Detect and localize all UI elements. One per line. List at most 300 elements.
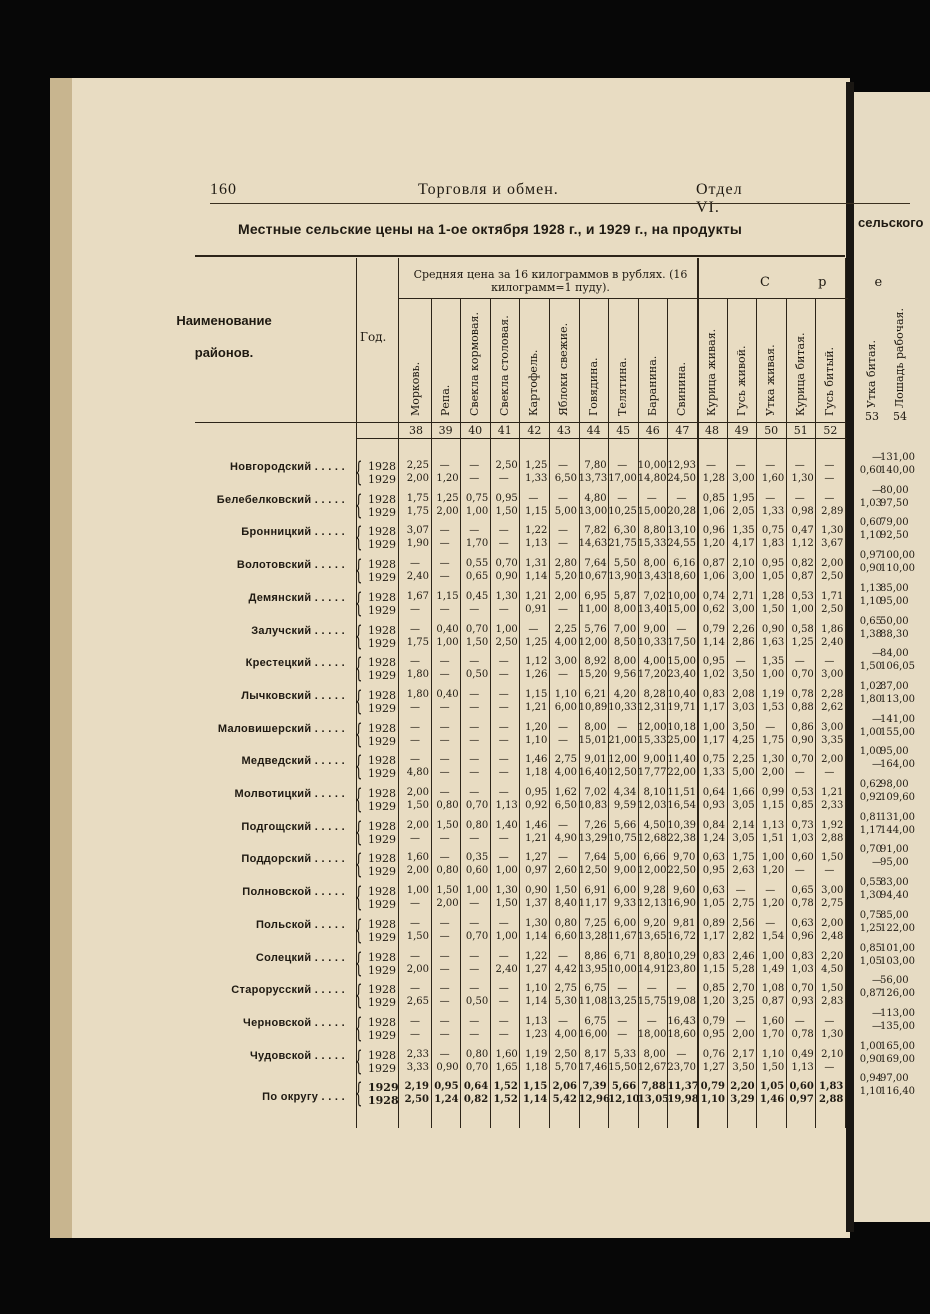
year-label: 1929 xyxy=(368,898,396,912)
price-cell: — xyxy=(735,460,746,471)
price-cell: 1,60 xyxy=(761,1015,785,1027)
district-name: Подгощский . . . . . xyxy=(241,820,345,833)
price-cell: 0,92 xyxy=(525,800,548,811)
price-cell: 1,13 xyxy=(791,1061,814,1073)
price-cell: 0,79 xyxy=(700,1081,725,1093)
price-cell: 0,78 xyxy=(791,688,814,700)
price-cell: 0,50 xyxy=(465,669,489,681)
price-cell: 5,00 xyxy=(554,505,577,517)
price-cell: 9,00 xyxy=(613,865,637,877)
price-cell: 9,60 xyxy=(673,885,696,897)
price-cell: — xyxy=(498,950,509,962)
next-page-cell: 1,03 xyxy=(859,497,882,509)
next-page-cell: — xyxy=(872,648,882,660)
book-spine xyxy=(846,82,854,1232)
price-cell: 3,25 xyxy=(732,996,755,1008)
price-cell: 2,75 xyxy=(554,983,577,995)
price-cell: 2,08 xyxy=(732,688,755,700)
district-name: Черновской . . . . . xyxy=(243,1016,345,1029)
price-cell: 1,62 xyxy=(554,787,577,798)
price-cell: 1,60 xyxy=(495,1048,518,1060)
price-cell: 1,24 xyxy=(434,1094,459,1106)
price-cell: 1,20 xyxy=(761,898,785,910)
price-cell: 2,17 xyxy=(732,1048,755,1060)
price-cell: 1,13 xyxy=(495,800,518,811)
price-cell: 1,19 xyxy=(761,688,785,700)
price-cell: 2,25 xyxy=(406,460,429,471)
next-page-cell: 80,00 xyxy=(880,484,909,496)
next-page-cell: 50,00 xyxy=(880,615,909,627)
price-cell: 1,30 xyxy=(761,754,785,766)
price-cell: 5,66 xyxy=(613,819,637,831)
price-cell: 6,21 xyxy=(584,688,607,700)
year-label: 1929 xyxy=(368,930,396,944)
column-header xyxy=(787,300,815,418)
price-cell: 12,00 xyxy=(637,721,667,733)
price-cell: 10,18 xyxy=(667,721,697,733)
price-cell: 1,05 xyxy=(761,571,785,583)
price-cell: 0,90 xyxy=(761,623,785,635)
price-cell: 1,00 xyxy=(465,885,489,897)
next-page-cell: 0,90 xyxy=(859,1053,882,1065)
price-cell: 0,86 xyxy=(791,721,814,733)
price-cell: 1,27 xyxy=(525,852,548,864)
price-cell: 2,75 xyxy=(821,898,844,910)
price-cell: 23,70 xyxy=(667,1061,697,1073)
price-cell: 1,10 xyxy=(525,983,548,995)
price-cell: 5,00 xyxy=(613,852,637,864)
price-cell: 22,50 xyxy=(667,865,697,877)
price-cell: — xyxy=(824,1015,835,1027)
price-cell: 9,81 xyxy=(673,917,696,929)
price-cell: 13,95 xyxy=(578,963,608,975)
price-cell: — xyxy=(410,603,420,615)
price-cell: 5,76 xyxy=(584,623,607,635)
price-cell: 6,75 xyxy=(584,983,607,995)
price-cell: — xyxy=(617,1015,628,1027)
price-cell: 3,00 xyxy=(821,721,844,733)
price-cell: 2,40 xyxy=(406,571,429,583)
price-cell: — xyxy=(824,460,835,471)
price-cell: 1,25 xyxy=(791,636,814,648)
price-cell: — xyxy=(528,492,539,504)
column-header xyxy=(668,300,696,418)
price-cell: — xyxy=(439,767,450,779)
price-cell: — xyxy=(498,996,509,1008)
price-cell: 1,50 xyxy=(465,636,489,648)
price-cell: 1,08 xyxy=(761,983,785,995)
next-page-cell: 126,00 xyxy=(880,988,915,1000)
next-page-cell: 1,10 xyxy=(859,595,882,607)
next-page-cell: 1,10 xyxy=(859,530,882,542)
price-cell: 1,24 xyxy=(702,832,725,844)
price-cell: — xyxy=(469,983,480,995)
price-cell: 1,25 xyxy=(525,636,548,648)
price-cell: 7,64 xyxy=(584,852,607,864)
column-header xyxy=(402,300,430,418)
price-cell: 0,85 xyxy=(702,492,725,504)
price-group-header: Средняя цена за 16 килограммов в рублях. (16 килограмм=1 пуду). xyxy=(413,268,688,294)
price-cell: 1,92 xyxy=(821,819,844,831)
price-cell: 12,10 xyxy=(608,1094,640,1106)
price-cell: 1,75 xyxy=(406,636,429,648)
price-cell: 0,70 xyxy=(465,1061,489,1073)
price-cell: 10,40 xyxy=(667,688,697,700)
price-cell: 0,78 xyxy=(791,898,814,910)
price-cell: 1,15 xyxy=(525,505,548,517)
price-cell: — xyxy=(794,865,805,877)
price-cell: 0,65 xyxy=(791,885,814,897)
price-cell: 1,50 xyxy=(436,885,459,897)
price-cell: 3,67 xyxy=(821,538,844,550)
price-cell: 0,87 xyxy=(702,558,725,570)
next-page-cell: — xyxy=(872,452,882,463)
price-cell: — xyxy=(558,950,568,962)
year-brace: { xyxy=(354,1045,363,1077)
price-cell: 1,31 xyxy=(525,558,548,570)
price-cell: — xyxy=(558,721,568,733)
price-cell: 1,13 xyxy=(525,538,548,550)
price-cell: 1,17 xyxy=(702,734,725,746)
price-cell: 3,00 xyxy=(821,885,844,897)
next-page-cell: 122,00 xyxy=(880,922,915,934)
price-cell: — xyxy=(439,963,450,975)
price-cell: 2,33 xyxy=(821,800,844,811)
price-cell: 1,10 xyxy=(554,688,577,700)
price-cell: 6,60 xyxy=(554,930,577,942)
price-cell: 0,80 xyxy=(465,1048,489,1060)
price-cell: 12,96 xyxy=(578,1094,610,1106)
price-cell: — xyxy=(410,983,420,995)
price-cell: 1,49 xyxy=(761,963,785,975)
price-cell: 1,35 xyxy=(732,525,755,537)
price-cell: 0,95 xyxy=(434,1081,459,1093)
price-cell: 13,90 xyxy=(608,571,637,583)
price-cell: 1,65 xyxy=(495,1061,518,1073)
column-header-label: Телятина. xyxy=(616,357,630,416)
price-cell: 2,00 xyxy=(406,963,429,975)
year-brace: { xyxy=(354,816,363,848)
next-page-cell: 85,00 xyxy=(880,909,909,921)
price-cell: 12,67 xyxy=(637,1061,667,1073)
column-header-label: Свекла кормовая. xyxy=(468,312,482,416)
price-cell: — xyxy=(528,623,539,635)
district-name: Белебелковский . . . . . xyxy=(216,493,345,506)
price-cell: 0,91 xyxy=(525,603,548,615)
price-cell: 0,70 xyxy=(791,669,814,681)
year-label: 1929 xyxy=(368,1081,399,1095)
price-cell: 0,73 xyxy=(791,819,814,831)
next-page-column-label: Лошадь рабочая. xyxy=(893,308,906,408)
next-page-cell: 97,50 xyxy=(880,497,909,509)
price-cell: — xyxy=(824,1061,835,1073)
price-cell: 0,50 xyxy=(465,996,489,1008)
price-cell: — xyxy=(676,983,687,995)
price-cell: 5,70 xyxy=(554,1061,577,1073)
price-cell: 2,25 xyxy=(732,754,755,766)
price-cell: 0,98 xyxy=(791,505,814,517)
price-cell: 2,71 xyxy=(732,590,755,602)
next-page-cell: 113,00 xyxy=(880,1007,915,1019)
price-cell: 1,50 xyxy=(761,603,785,615)
next-page-cell: 109,60 xyxy=(880,792,915,803)
price-cell: — xyxy=(410,950,420,962)
next-page-cell: 135,00 xyxy=(880,1020,915,1032)
price-cell: — xyxy=(469,917,480,929)
price-cell: 2,60 xyxy=(554,865,577,877)
price-cell: — xyxy=(676,492,687,504)
price-cell: 1,00 xyxy=(761,669,785,681)
price-cell: 0,82 xyxy=(791,558,814,570)
price-cell: 4,00 xyxy=(554,767,577,779)
price-cell: — xyxy=(439,669,450,681)
price-cell: 17,46 xyxy=(578,1061,608,1073)
year-brace: { xyxy=(354,784,363,815)
price-cell: — xyxy=(498,473,509,484)
price-cell: 8,50 xyxy=(613,636,637,648)
price-cell: 2,00 xyxy=(436,898,459,910)
column-header xyxy=(639,300,667,418)
column-number: 51 xyxy=(793,424,808,437)
price-cell: 0,75 xyxy=(761,525,785,537)
price-cell: 7,64 xyxy=(584,558,607,570)
price-cell: 0,84 xyxy=(702,819,725,831)
price-cell: — xyxy=(824,492,835,504)
group-header-rule xyxy=(398,298,848,299)
price-cell: 8,00 xyxy=(613,603,637,615)
price-cell: 11,67 xyxy=(608,930,637,942)
price-cell: 1,75 xyxy=(406,505,429,517)
price-cell: 3,07 xyxy=(406,525,429,537)
next-page-cell: — xyxy=(872,1020,882,1032)
price-cell: 7,26 xyxy=(584,819,607,831)
price-cell: 2,88 xyxy=(819,1094,844,1106)
next-page-cell: 101,00 xyxy=(880,942,915,954)
price-cell: 2,83 xyxy=(821,996,844,1008)
price-cell: 0,80 xyxy=(465,819,489,831)
price-cell: 10,67 xyxy=(578,571,608,583)
price-cell: 1,14 xyxy=(525,571,548,583)
price-cell: 17,50 xyxy=(667,636,697,648)
price-cell: 21,75 xyxy=(608,538,637,550)
price-cell: 1,27 xyxy=(525,963,548,975)
price-cell: 2,40 xyxy=(495,963,518,975)
price-cell: 1,28 xyxy=(702,473,725,484)
price-cell: 15,20 xyxy=(578,669,608,681)
price-cell: — xyxy=(824,473,835,484)
next-page-cell: 1,25 xyxy=(859,922,882,934)
price-cell: 12,93 xyxy=(667,460,697,471)
section-label: Отдел VI. xyxy=(696,181,743,216)
price-cell: — xyxy=(794,1015,805,1027)
district-name: Волотовский . . . . . xyxy=(236,559,345,572)
price-cell: 2,40 xyxy=(821,636,844,648)
price-cell: 2,00 xyxy=(436,505,459,517)
year-brace: { xyxy=(354,587,363,619)
next-page-cell: 1,17 xyxy=(859,824,882,836)
price-cell: — xyxy=(617,492,628,504)
price-cell: 1,14 xyxy=(525,930,548,942)
price-cell: 0,85 xyxy=(702,983,725,995)
price-cell: 1,50 xyxy=(406,930,429,942)
year-brace: { xyxy=(354,947,363,979)
price-cell: 2,50 xyxy=(495,460,518,471)
price-cell: 1,30 xyxy=(495,590,518,602)
price-cell: — xyxy=(676,1048,687,1060)
price-cell: 1,46 xyxy=(525,754,548,766)
price-cell: 3,00 xyxy=(732,571,755,583)
price-cell: — xyxy=(735,656,746,668)
price-cell: 8,00 xyxy=(643,1048,666,1060)
price-cell: 1,00 xyxy=(465,505,489,517)
year-label: 1928 xyxy=(368,754,396,768)
next-page-column-header xyxy=(886,300,914,410)
price-cell: 10,00 xyxy=(667,590,697,602)
price-cell: — xyxy=(794,460,805,471)
price-cell: — xyxy=(410,917,420,929)
price-cell: — xyxy=(439,525,450,537)
column-header-label: Свинина. xyxy=(675,362,689,416)
price-cell: 1,52 xyxy=(493,1094,518,1106)
price-cell: 0,95 xyxy=(702,656,725,668)
price-cell: 24,50 xyxy=(667,473,697,484)
price-cell: 1,63 xyxy=(761,636,785,648)
price-cell: 1,03 xyxy=(791,832,814,844)
price-cell: 3,00 xyxy=(821,669,844,681)
price-cell: — xyxy=(469,787,480,798)
price-cell: 12,00 xyxy=(608,754,637,766)
price-cell: — xyxy=(824,767,835,779)
price-cell: 1,33 xyxy=(761,505,785,517)
price-cell: 2,00 xyxy=(406,787,429,798)
column-header xyxy=(698,300,726,418)
next-page-cell: 0,70 xyxy=(859,844,882,856)
column-divider xyxy=(845,258,846,1128)
price-cell: — xyxy=(469,701,480,713)
price-cell: — xyxy=(498,754,509,766)
price-cell: 1,10 xyxy=(700,1094,725,1106)
year-brace: { xyxy=(354,914,363,946)
price-cell: 2,56 xyxy=(732,917,755,929)
price-cell: 2,50 xyxy=(821,603,844,615)
price-cell: 1,05 xyxy=(759,1081,785,1093)
price-cell: 0,85 xyxy=(791,800,814,811)
column-number: 41 xyxy=(497,424,512,437)
price-cell: 8,00 xyxy=(643,558,666,570)
price-cell: 1,50 xyxy=(821,852,844,864)
next-page-cell: — xyxy=(872,975,882,987)
year-label: 1928 xyxy=(368,852,396,866)
price-cell: 7,88 xyxy=(641,1081,666,1093)
price-cell: — xyxy=(765,721,776,733)
price-cell: 0,99 xyxy=(761,787,785,798)
price-cell: — xyxy=(410,623,420,635)
price-cell: — xyxy=(558,525,568,537)
price-cell: 2,50 xyxy=(495,636,518,648)
year-label: 1928 xyxy=(368,1048,396,1062)
next-page-cell: — xyxy=(872,857,882,869)
price-cell: — xyxy=(410,656,420,668)
district-name: Новгородский . . . . . xyxy=(229,461,345,473)
year-label: 1929 xyxy=(368,767,396,781)
price-cell: 0,83 xyxy=(702,688,725,700)
price-cell: 7,02 xyxy=(584,787,607,798)
price-cell: 2,00 xyxy=(554,590,577,602)
price-cell: 18,60 xyxy=(667,571,697,583)
next-page-cell: 1,10 xyxy=(859,1086,882,1098)
price-cell: 3,50 xyxy=(732,1061,755,1073)
price-cell: 1,14 xyxy=(702,636,725,648)
price-cell: — xyxy=(706,460,716,471)
column-header xyxy=(520,300,548,418)
price-cell: 0,40 xyxy=(436,688,459,700)
price-cell: 1,06 xyxy=(702,505,725,517)
price-cell: 6,30 xyxy=(613,525,637,537)
price-cell: 8,80 xyxy=(643,950,666,962)
year-label: 1929 xyxy=(368,669,396,683)
price-cell: 6,91 xyxy=(584,885,607,897)
price-cell: 0,78 xyxy=(791,1028,814,1040)
price-cell: 20,28 xyxy=(667,505,697,517)
next-page-cell: 95,00 xyxy=(880,857,909,869)
price-cell: — xyxy=(439,852,450,864)
price-cell: — xyxy=(498,656,509,668)
next-page-cell: 0,85 xyxy=(859,942,882,954)
column-number: 47 xyxy=(675,424,690,437)
price-cell: 2,70 xyxy=(732,983,755,995)
price-cell: 1,75 xyxy=(761,734,785,746)
next-page-cell: 92,50 xyxy=(880,530,909,542)
price-cell: — xyxy=(765,917,776,929)
price-cell: 7,82 xyxy=(584,525,607,537)
price-cell: 0,40 xyxy=(436,623,459,635)
price-cell: 8,28 xyxy=(643,688,666,700)
price-cell: 2,75 xyxy=(554,754,577,766)
next-page-cell: 1,30 xyxy=(859,890,882,902)
price-cell: 1,50 xyxy=(554,885,577,897)
total-row-label: По округу . . . . xyxy=(262,1091,345,1104)
price-cell: 9,01 xyxy=(584,754,607,766)
price-cell: 9,59 xyxy=(613,800,637,811)
next-page-cell: 85,00 xyxy=(880,582,909,594)
next-page-cell: 97,00 xyxy=(880,1073,909,1085)
year-brace: { xyxy=(354,555,363,587)
price-cell: 1,70 xyxy=(465,538,489,550)
price-cell: — xyxy=(498,669,509,681)
price-cell: 0,83 xyxy=(702,950,725,962)
price-cell: 0,95 xyxy=(702,865,725,877)
year-label: 1928 xyxy=(368,623,396,637)
price-cell: 0,97 xyxy=(525,865,548,877)
price-cell: — xyxy=(469,963,480,975)
next-page-cell: 98,00 xyxy=(880,779,909,790)
price-cell: 2,63 xyxy=(732,865,755,877)
price-cell: 16,90 xyxy=(667,898,697,910)
price-cell: 23,80 xyxy=(667,963,697,975)
price-cell: 1,00 xyxy=(495,623,518,635)
price-cell: 0,70 xyxy=(465,930,489,942)
district-name: Залучский . . . . . xyxy=(251,624,345,637)
price-cell: 2,00 xyxy=(821,754,844,766)
second-group-header: С р е xyxy=(760,275,905,290)
district-name: Демянский . . . . . xyxy=(248,591,345,604)
price-cell: — xyxy=(558,538,568,550)
year-label: 1928 xyxy=(368,656,396,670)
price-cell: 1,33 xyxy=(525,473,548,484)
price-cell: 17,77 xyxy=(637,767,667,779)
price-cell: 3,00 xyxy=(732,603,755,615)
price-cell: 3,00 xyxy=(732,473,755,484)
